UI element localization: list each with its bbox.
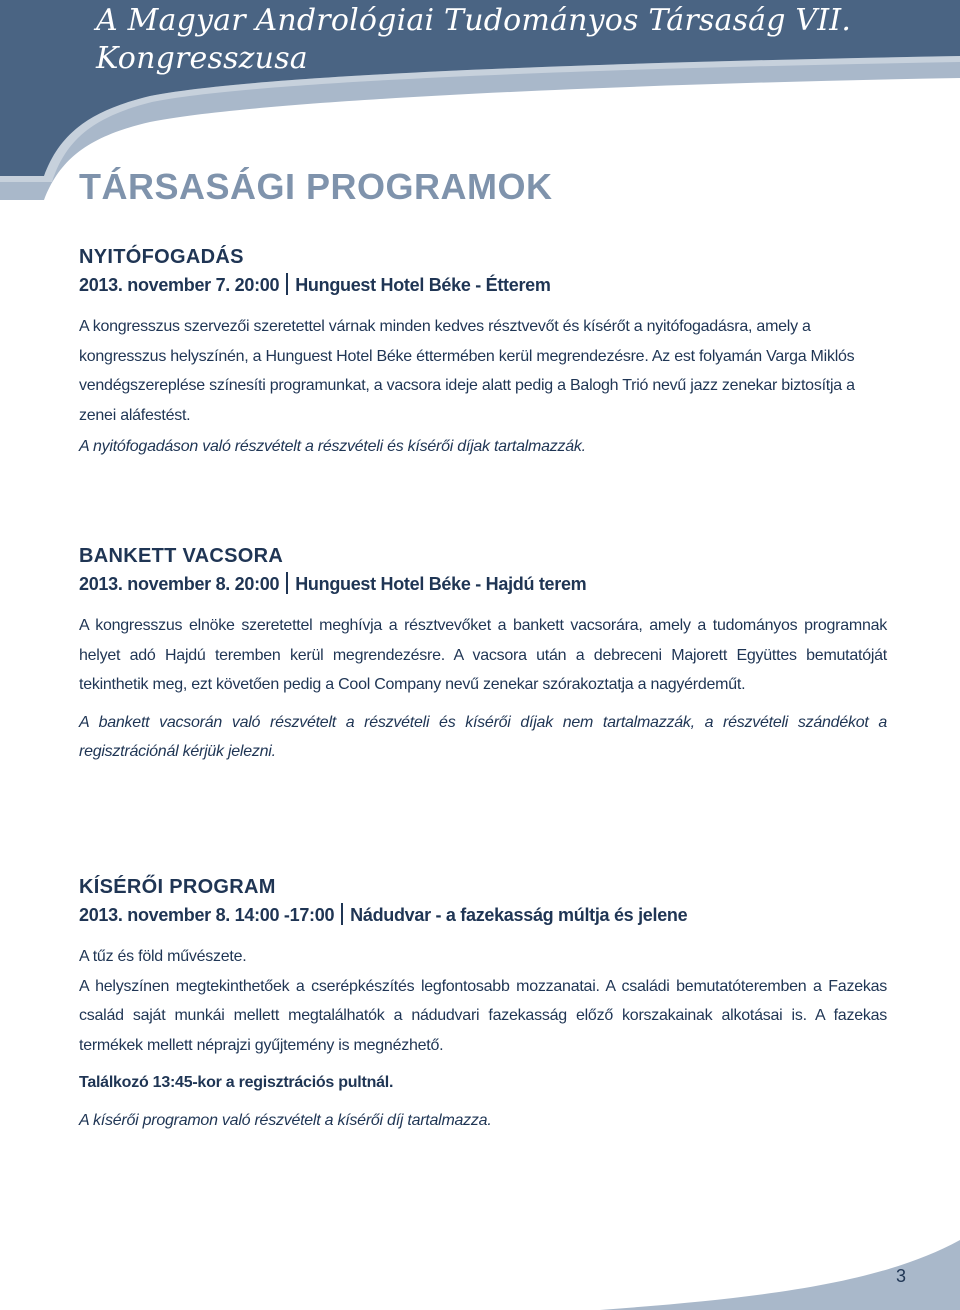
section-line: A tűz és föld művészete.	[79, 948, 247, 965]
section-nyitofogadas	[79, 244, 887, 462]
section-bankett-vacsora	[79, 543, 887, 767]
section-date-venue	[79, 272, 887, 298]
congress-title: A Magyar Andrológiai Tudományos Társaság VII. Kongresszusa	[96, 3, 852, 76]
footer-wave-graphic	[0, 1200, 960, 1310]
separator-bar	[286, 572, 288, 594]
section-date-venue	[79, 902, 887, 928]
section-paragraph: A helyszínen megtekinthetőek a cserépkészítés legfontosabb mozzanatai. A családi bemutatóteremben a Fazekas család saját munkái mellett megtalálhatók a nádudvari fazekasság előző korszakainak alkotásai is. A fazekas termékek mellett néprajzi gyűjtemény is megnézhető.	[79, 977, 887, 1054]
page-number: 3	[895, 1266, 906, 1286]
separator-bar	[286, 273, 288, 295]
section-date: 2013. november 8. 20:00	[79, 574, 280, 594]
section-note: A bankett vacsorán való részvételt a részvételi és kísérői díjak nem tartalmazzák, a részvételi szándékot a regisztrációnál kérjük jelezni.	[79, 713, 887, 760]
section-paragraph: A kongresszus szervezői szeretettel várnak minden kedves résztvevőt és kísérőt a nyitófogadásra, amely a kongresszus helyszínén, a Hunguest Hotel Béke éttermében kerül megrendezésre. Az est folyamán Varga Miklós vendégszereplése színesíti programunkat, a vacsora ideje alatt pedig a Balogh Trió nevű jazz zenekar biztosítja a zenei aláfestést.	[79, 318, 855, 424]
section-venue: Nádudvar - a fazekasság múltja és jelene	[350, 905, 688, 925]
section-paragraph: A kongresszus elnöke szeretettel meghívja a résztvevőket a bankett vacsorára, amely a tudományos programnak helyet adó Hajdú teremben kerül megrendezésre. A vacsora után a debreceni Majorett Együttes bemutatóját tekinthetik meg, ezt követően pedig a Cool Company nevű zenekar szórakoztatja a nagyérdeműt.	[79, 617, 887, 693]
section-title: NYITÓFOGADÁS	[79, 246, 244, 268]
section-title: KÍSÉRŐI PROGRAM	[79, 876, 276, 898]
section-note: A nyitófogadáson való részvételt a részvételi és kísérői díjak tartalmazzák.	[79, 438, 586, 455]
section-date-venue	[79, 571, 887, 597]
separator-bar	[341, 903, 343, 925]
footer-light-wave	[600, 1240, 960, 1310]
meeting-point: Találkozó 13:45-kor a regisztrációs pultnál.	[79, 1074, 394, 1091]
section-date: 2013. november 7. 20:00	[79, 275, 280, 295]
section-kiseroi-program	[79, 874, 887, 1135]
section-venue: Hunguest Hotel Béke - Étterem	[295, 275, 551, 295]
section-date: 2013. november 8. 14:00 -17:00	[79, 905, 335, 925]
section-venue: Hunguest Hotel Béke - Hajdú terem	[295, 574, 587, 594]
section-note: A kísérői programon való részvételt a kísérői díj tartalmazza.	[79, 1111, 492, 1129]
section-title: BANKETT VACSORA	[79, 545, 284, 567]
page-title: TÁRSASÁGI PROGRAMOK	[79, 166, 553, 207]
